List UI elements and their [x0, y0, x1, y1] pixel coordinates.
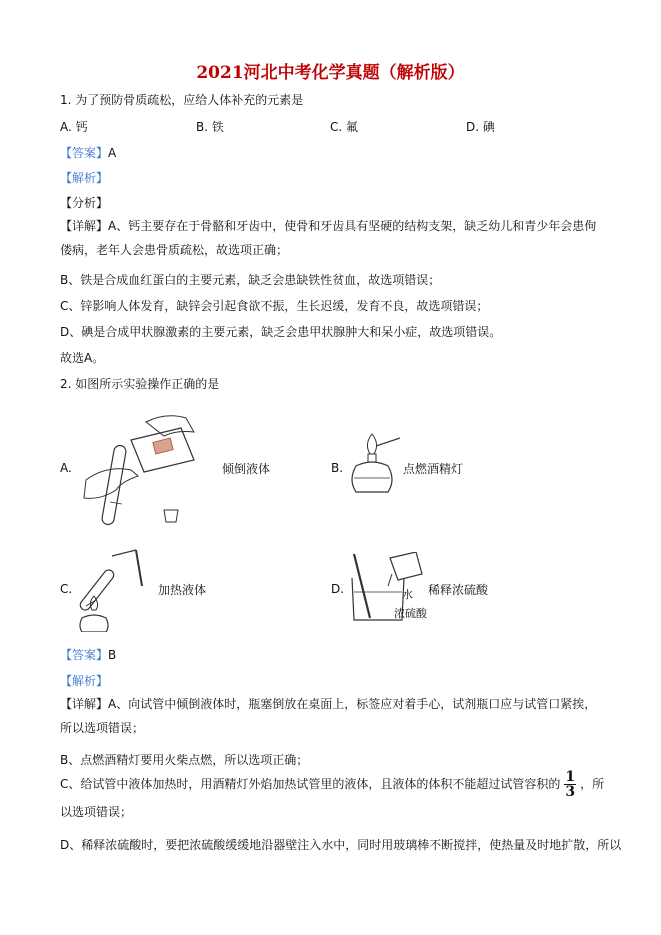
q1-option-d: D. 碘	[466, 120, 495, 134]
q1-detail-c: C、锌影响人体发育，缺锌会引起食欲不振，生长迟缓，发育不良，故选项错误；	[60, 299, 489, 313]
q2-detail-label: 【详解】	[60, 697, 109, 711]
alcohol-lamp-figure	[346, 432, 402, 498]
heat-liquid-figure	[78, 548, 158, 632]
q1-option-c: C. 氟	[330, 120, 359, 134]
fraction-denominator: 3	[565, 784, 576, 800]
q2-answer-value: B	[108, 648, 117, 662]
q2-option-d-letter: D.	[331, 582, 345, 596]
q2-answer	[60, 647, 116, 663]
figure-d-acid-label: 浓硫酸	[394, 607, 427, 620]
q2-stem: 2. 如图所示实验操作正确的是	[60, 377, 220, 391]
pour-liquid-figure	[76, 410, 206, 530]
q2-answer-label: 【答案】	[60, 648, 109, 662]
q1-jiexi-label: 【解析】	[60, 171, 109, 185]
q2-option-a-letter: A.	[60, 461, 72, 475]
q2-detail-c-after: ，所以选项错误；	[60, 777, 605, 819]
q2-option-d-label: 稀释浓硫酸	[428, 583, 489, 597]
one-third-fraction	[564, 770, 576, 799]
figure-d-water-label: 水	[402, 588, 413, 601]
q2-option-c-label: 加热液体	[158, 583, 207, 597]
q2-option-c-letter: C.	[60, 582, 73, 596]
page-title: 2021河北中考化学真题（解析版）	[196, 63, 465, 83]
q2-option-b-letter: B.	[331, 461, 344, 475]
q1-detail-label: 【详解】	[60, 219, 109, 233]
q1-answer	[60, 145, 116, 161]
q2-detail-a	[60, 692, 605, 740]
q1-answer-value: A	[108, 146, 117, 160]
q1-fenxi-label: 【分析】	[60, 196, 109, 210]
q2-detail-b: B、点燃酒精灯要用火柴点燃，所以选项正确；	[60, 753, 309, 767]
q2-option-a-label: 倾倒液体	[222, 462, 271, 476]
q2-detail-d: D、稀释浓硫酸时，要把浓硫酸缓缓地沿器壁注入水中，同时用玻璃棒不断搅拌，使热量及时地扩散，所以	[60, 838, 622, 852]
q1-option-a: A. 钙	[60, 120, 88, 134]
q2-detail-c	[60, 770, 605, 825]
q1-detail-a-text: A、钙主要存在于骨骼和牙齿中，使骨和牙齿具有坚硬的结构支架，缺乏幼儿和青少年会患佝偻病，老年人会患骨质疏松，故选项正确；	[60, 219, 597, 257]
q1-option-b: B. 铁	[196, 120, 224, 134]
q1-stem: 1. 为了预防骨质疏松，应给人体补充的元素是	[60, 93, 304, 107]
q2-option-b-label: 点燃酒精灯	[403, 462, 464, 476]
q1-detail-d: D、碘是合成甲状腺激素的主要元素，缺乏会患甲状腺肿大和呆小症，故选项错误。	[60, 325, 502, 339]
q2-jiexi-label: 【解析】	[60, 674, 109, 688]
q2-detail-a-text: A、向试管中倾倒液体时，瓶塞倒放在桌面上，标签应对着手心，试剂瓶口应与试管口紧挨，所以选项错误；	[60, 697, 597, 735]
q1-detail-a	[60, 214, 605, 262]
fraction-numerator: 1	[565, 769, 576, 785]
q2-detail-c-before: C、给试管中液体加热时，用酒精灯外焰加热试管里的液体，且液体的体积不能超过试管容积的	[60, 777, 561, 791]
q1-detail-b: B、铁是合成血红蛋白的主要元素，缺乏会患缺铁性贫血，故选项错误；	[60, 273, 441, 287]
q1-answer-label: 【答案】	[60, 146, 109, 160]
q1-conclusion: 故选A。	[60, 351, 105, 365]
